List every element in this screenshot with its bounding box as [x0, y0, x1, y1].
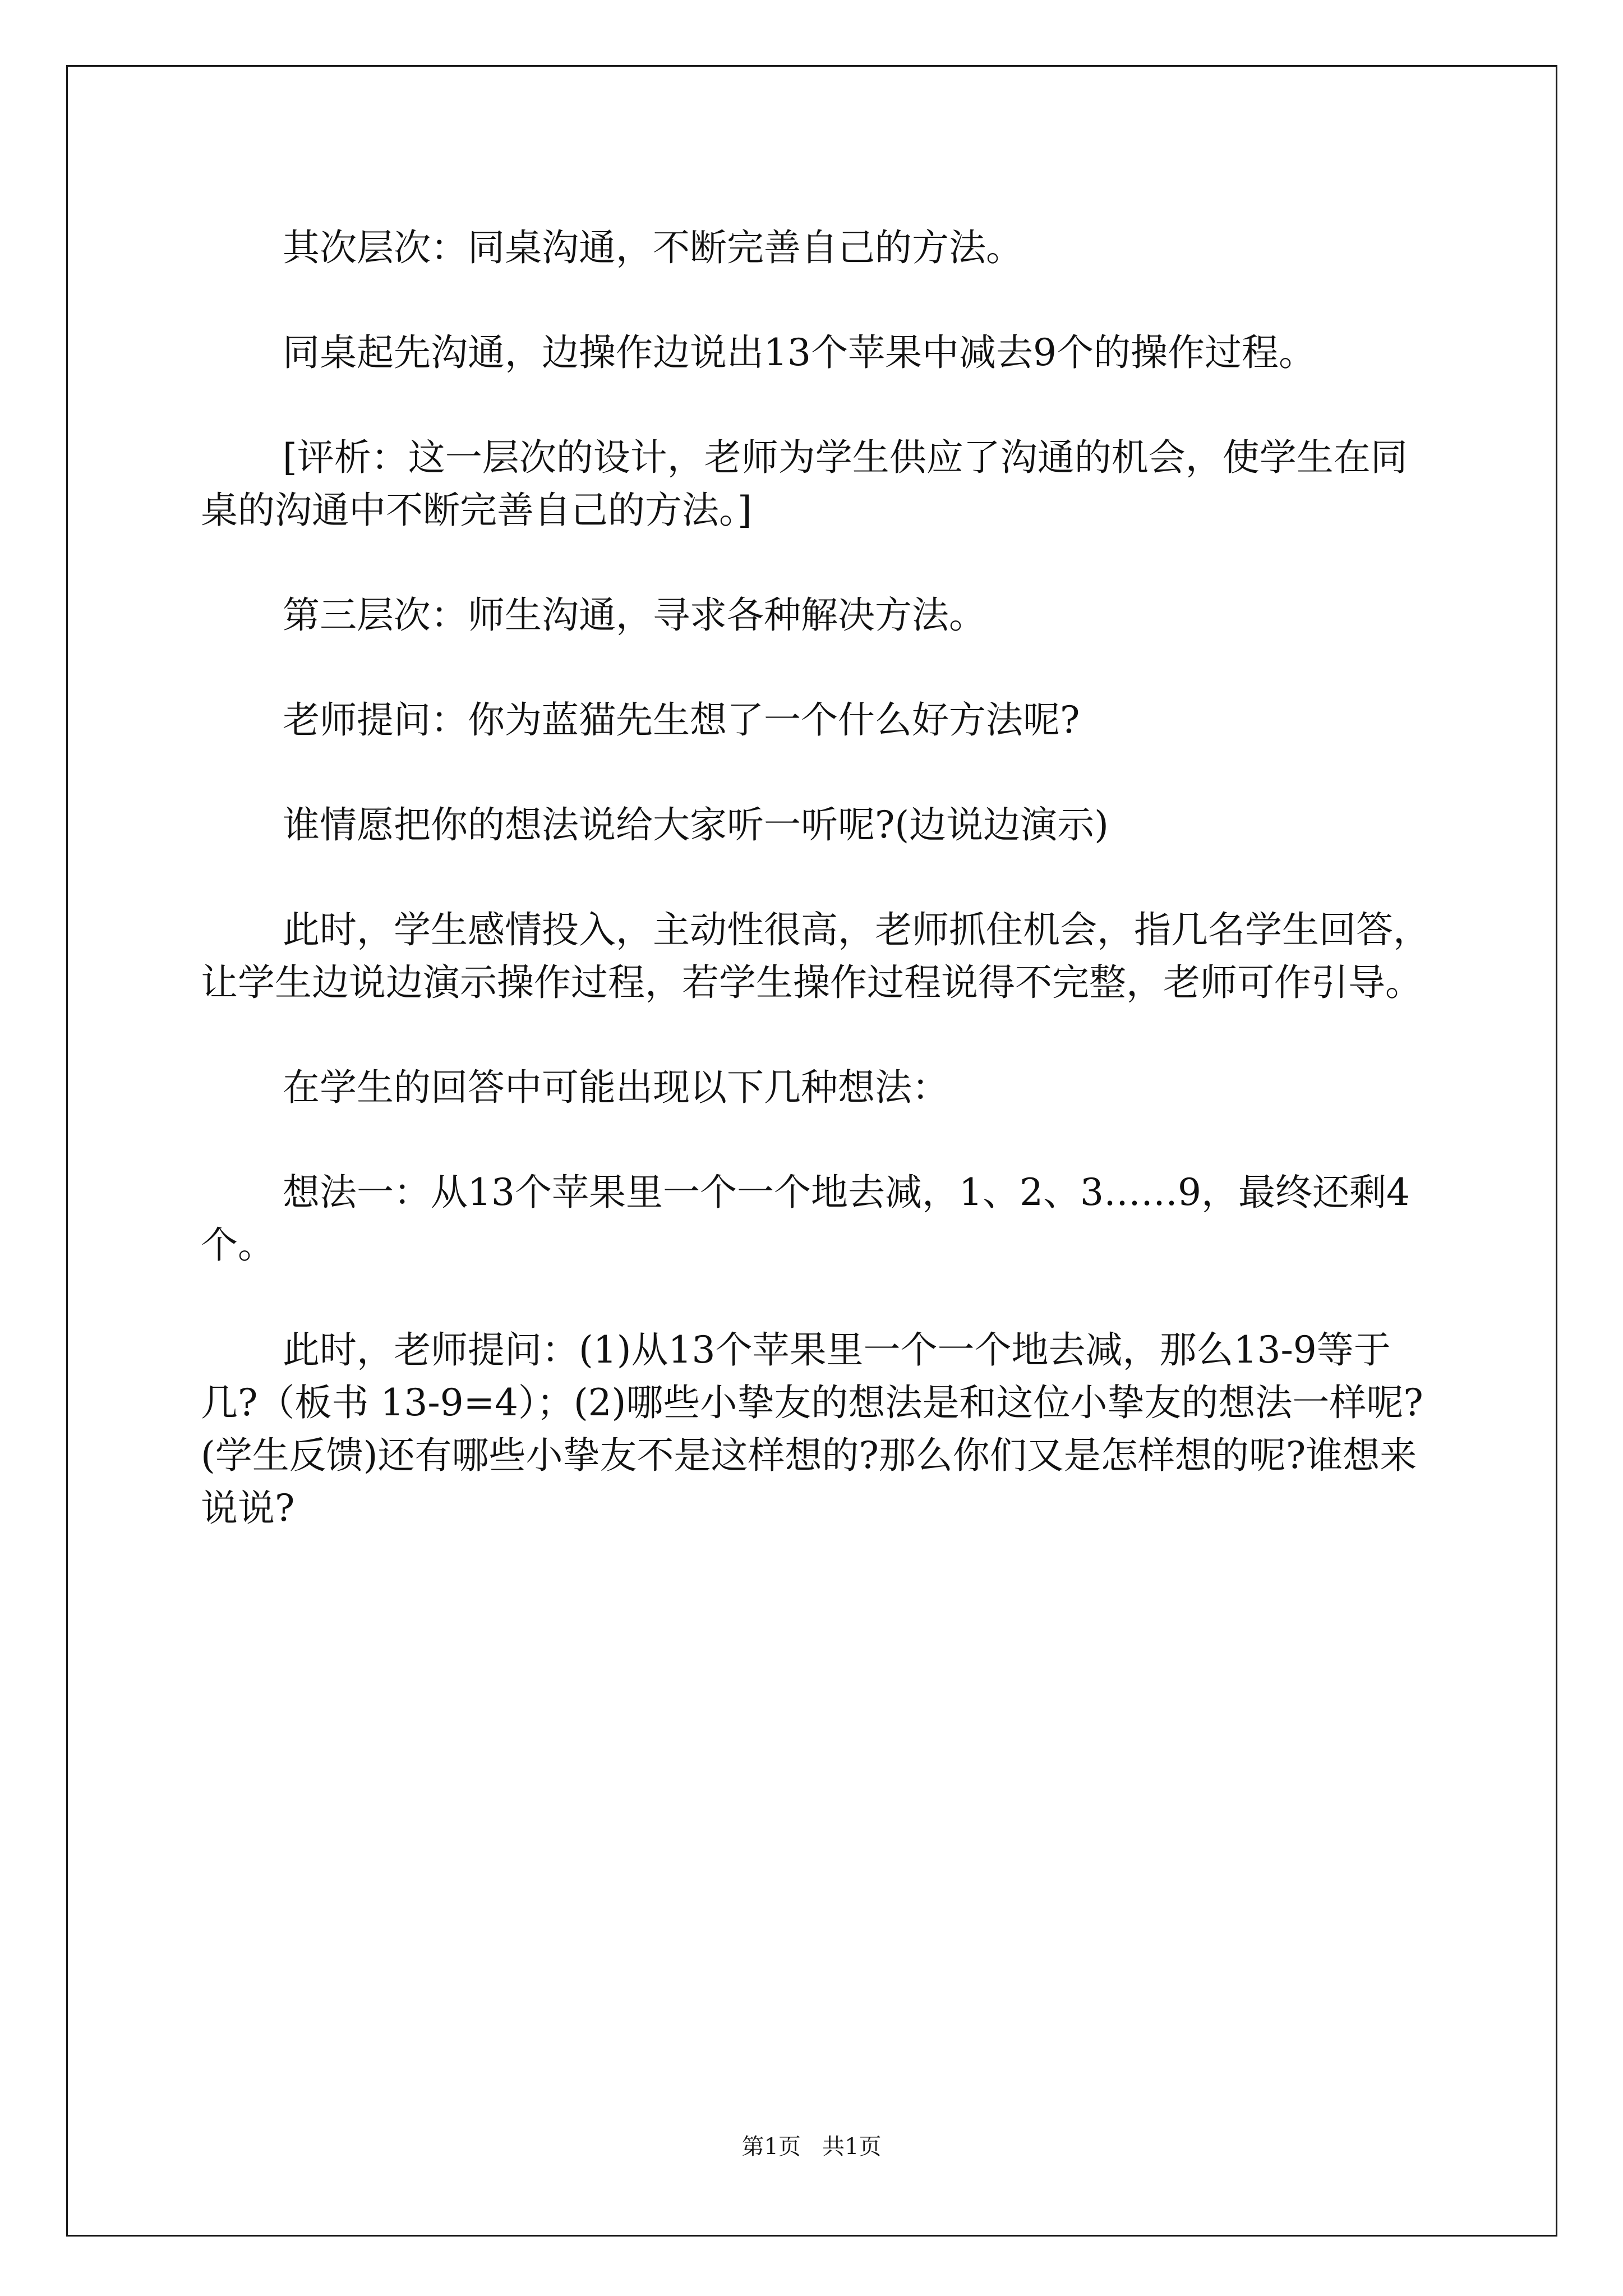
paragraph: 谁情愿把你的想法说给大家听一听呢?(边说边演示): [283, 803, 1109, 846]
paragraph: 其次层次：同桌沟通，不断完善自己的方法。: [283, 226, 1023, 269]
paragraph: [评析：这一层次的设计，老师为学生供应了沟通的机会，使学生在同桌的沟通中不断完善自己的方法。]: [201, 436, 1408, 532]
document-body: [201, 222, 1435, 1535]
paragraph: 第三层次：师生沟通，寻求各种解决方法。: [283, 593, 986, 637]
paragraph: 同桌起先沟通，边操作边说出13个苹果中减去9个的操作过程。: [283, 331, 1316, 374]
page-number-footer: 第1页 共1页: [741, 2134, 882, 2160]
paragraph: 想法一：从13个苹果里一个一个地去减，1、2、3……9，最终还剩4个。: [201, 1171, 1410, 1267]
paragraph: 老师提问：你为蓝猫先生想了一个什么好方法呢?: [283, 698, 1080, 742]
paragraph: 在学生的回答中可能出现以下几种想法：: [283, 1066, 949, 1109]
paragraph: 此时，学生感情投入，主动性很高，老师抓住机会，指几名学生回答，让学生边说边演示操作过程，若学生操作过程说得不完整，老师可作引导。: [201, 908, 1430, 1004]
paragraph: 此时，老师提问：(1)从13个苹果里一个一个地去减，那么13-9等于几?（板书 13-9=4）；(2)哪些小挚友的想法是和这位小挚友的想法一样呢?(学生反馈)还有哪些小挚友不是这样想的?那么你们又是怎样想的呢?谁想来说说?: [201, 1328, 1423, 1530]
